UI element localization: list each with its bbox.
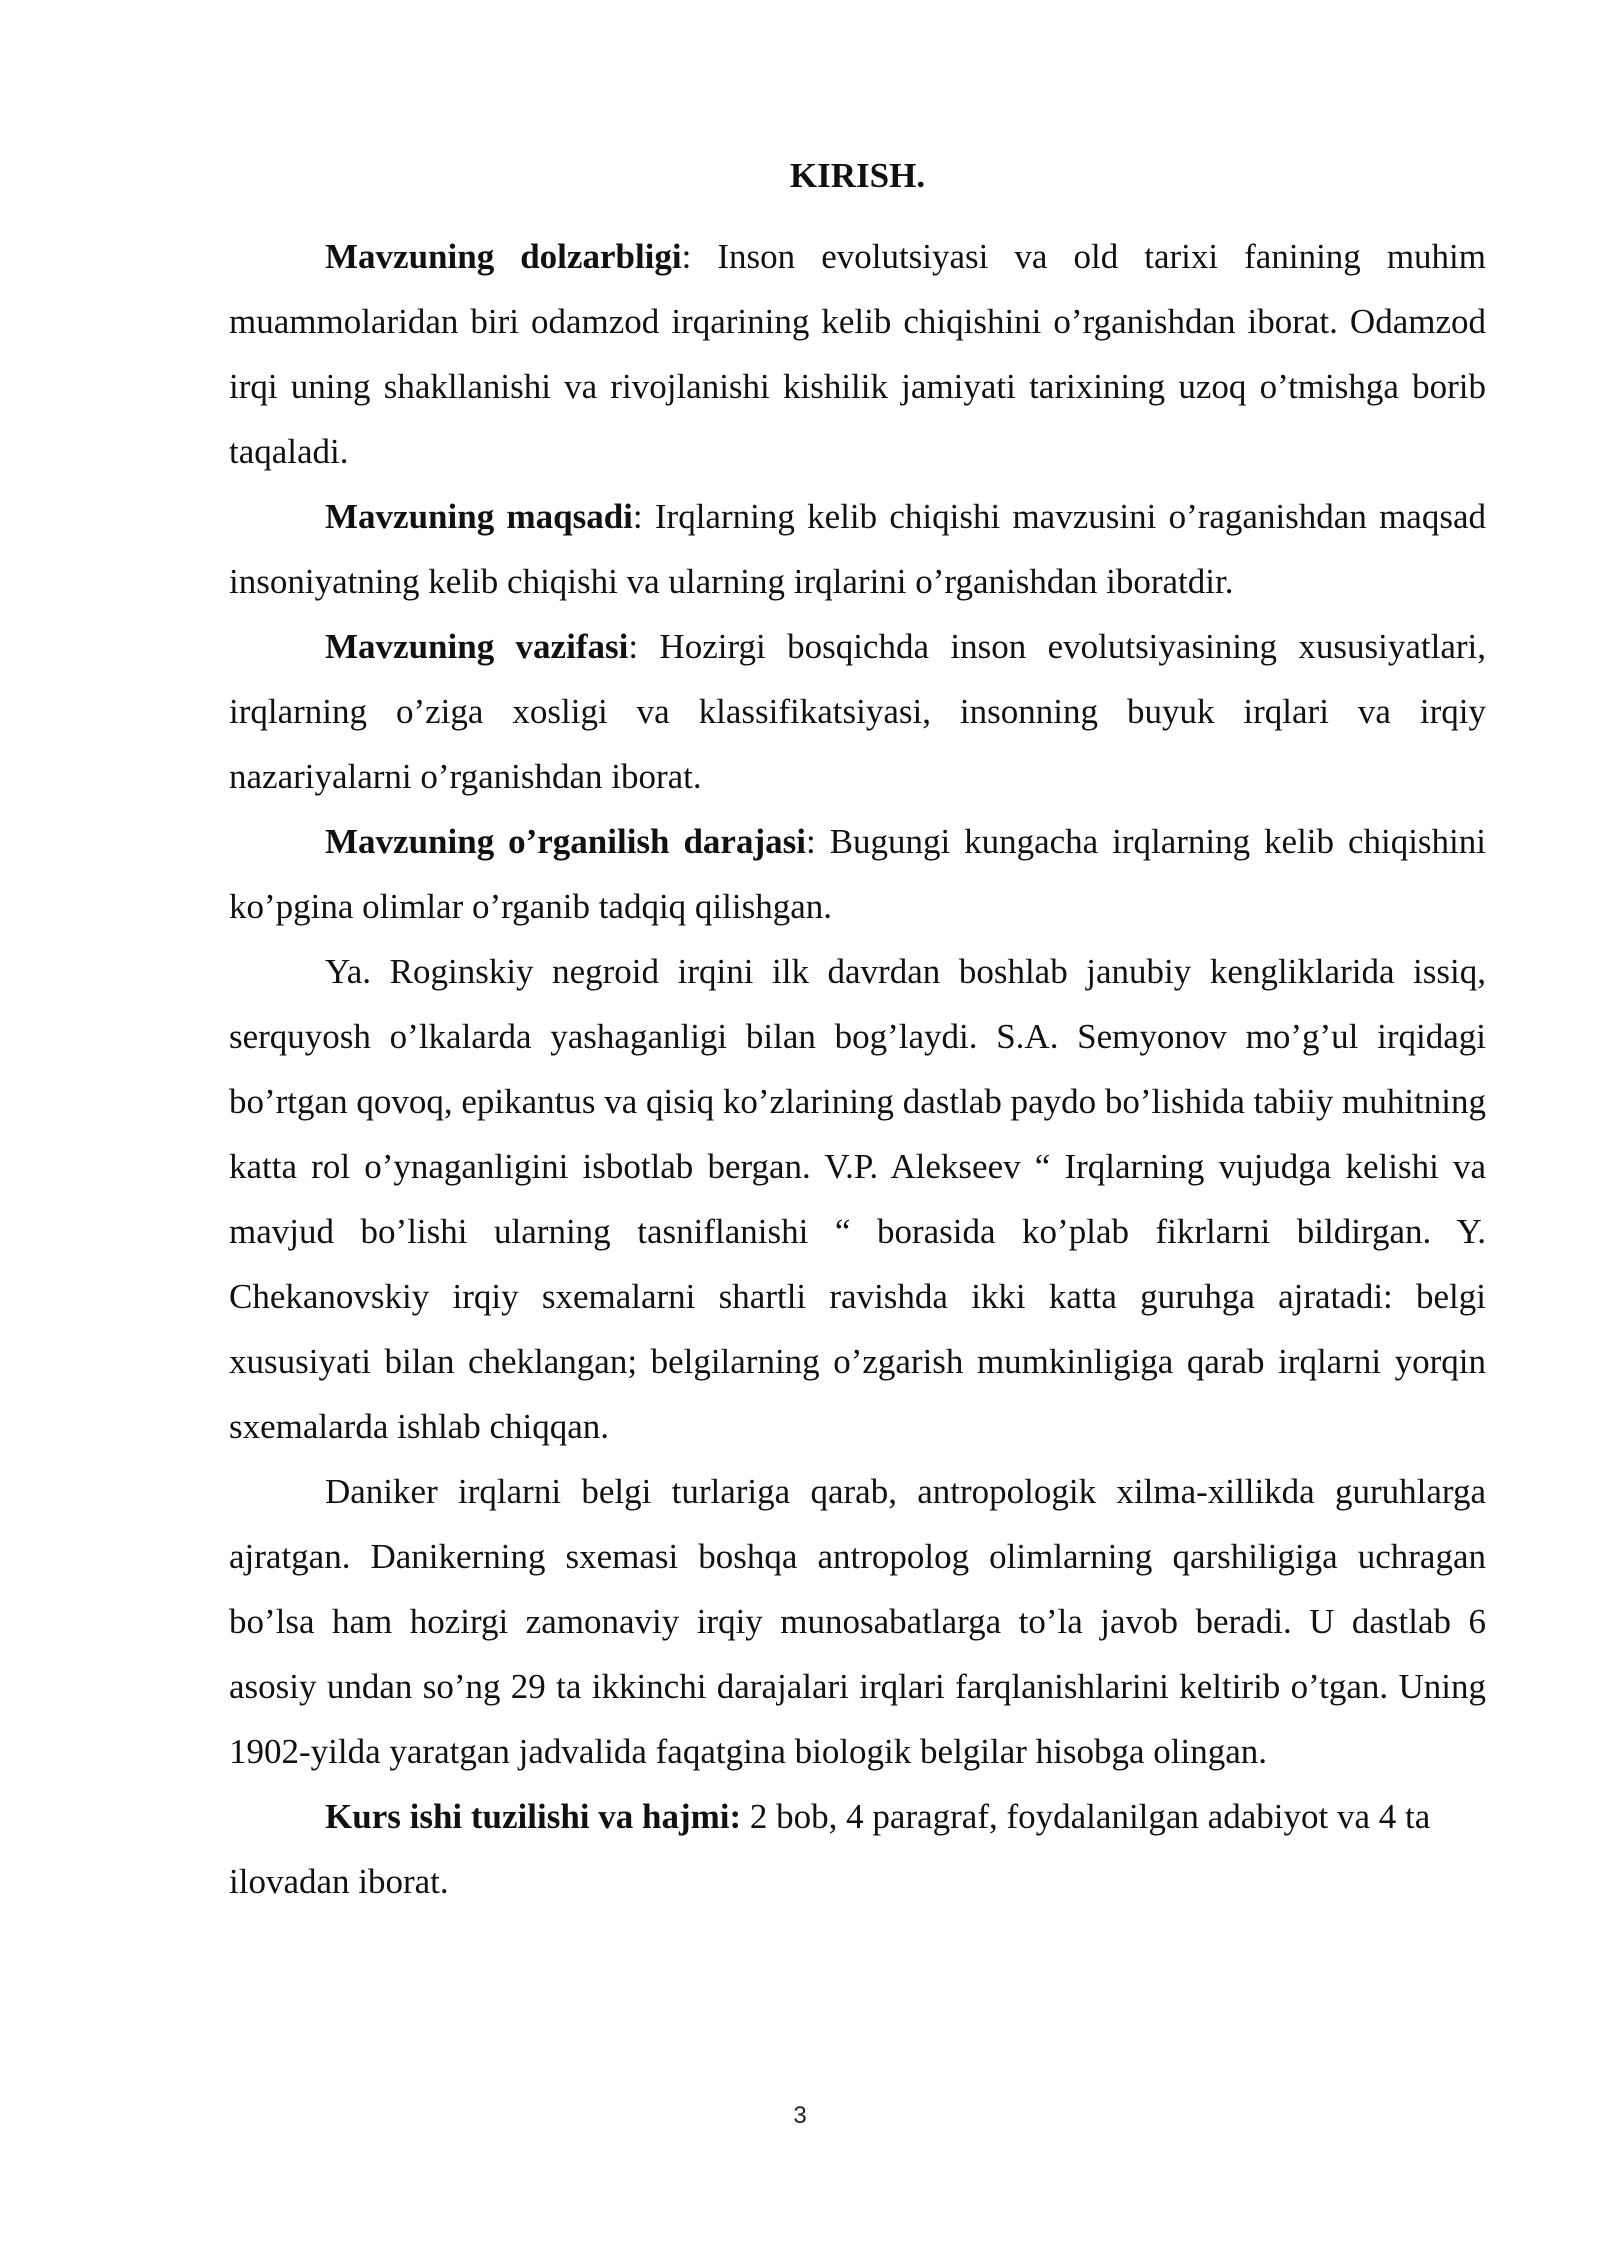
paragraph-text: Irqlarning kelib chiqishi mavzusini o’raganishdan maqsad insoniyatning kelib chiqishi va ularning irqlarini o’rganishdan iboratdir. <box>229 497 1487 601</box>
heading-separator: : <box>628 627 639 666</box>
paragraph-daniker <box>229 1459 1486 1784</box>
paragraph-text: Ya. Roginskiy negroid irqini ilk davrdan boshlab janubiy kengliklarida issiq, serquyosh o’lkalarda yashaganligi bilan bog’laydi. S.A. Semyonov mo’g’ul irqidagi bo’rtgan qovoq, epikantus va qisiq ko’zlarining dastlab paydo bo’lishida tabiiy muhitning katta rol o’ynaganligini isbotlab bergan. V.P. Alekseev “ Irqlarning vujudga kelishi va mavjud bo’lishi ularning tasniflanishi “ borasida ko’plab fikrlarni bildirgan. Y. Chekanovskiy irqiy sxemalarni shartli ravishda ikki katta guruhga ajratadi: belgi xususiyati bilan cheklangan; belgilarning o’zgarish mumkinligiga qarab irqlarni yorqin sxemalarda ishlab chiqqan. <box>229 952 1486 1446</box>
paragraph-text: Bugungi kungacha irqlarning kelib chiqishini ko’pgina olimlar o’rganib tadqiq qilishgan. <box>229 822 1486 926</box>
paragraph-heading: Kurs ishi tuzilishi va hajmi: <box>325 1797 742 1836</box>
heading-separator: : <box>805 822 816 861</box>
paragraph-heading: Mavzuning maqsadi <box>325 497 633 536</box>
paragraph-text: Daniker irqlarni belgi turlariga qarab, antropologik xilma-xillikda guruhlarga ajratgan. Danikerning sxemasi boshqa antropolog olimlarning qarshiligiga uchragan bo’lsa ham hozirgi zamonaviy irqiy munosabatlarga to’la javob beradi. U dastlab 6 asosiy undan so’ng 29 ta ikkinchi darajalari irqlari farqlanishlarini keltirib o’tgan. Uning 1902-yilda yaratgan jadvalida faqatgina biologik belgilar hisobga olingan. <box>229 1472 1486 1771</box>
paragraph-task <box>229 614 1486 809</box>
paragraph-heading: Mavzuning o’rganilish darajasi <box>325 822 806 861</box>
paragraph-heading: Mavzuning vazifasi <box>325 627 629 666</box>
paragraph-text: Hozirgi bosqichda inson evolutsiyasining xususiyatlari, irqlarning o’ziga xosligi va klassifikatsiyasi, insonning buyuk irqlari va irqiy nazariyalarni o’rganishdan iborat. <box>229 627 1486 796</box>
paragraph-scholars <box>229 939 1486 1459</box>
paragraph-text: Inson evolutsiyasi va old tarixi fanining muhim muammolaridan biri odamzod irqarining kelib chiqishini o’rganishdan iborat. Odamzod irqi uning shakllanishi va rivojlanishi kishilik jamiyati tarixining uzoq o’tmishga borib taqaladi. <box>229 237 1486 471</box>
document-body <box>229 148 1486 1914</box>
paragraph-goal <box>229 484 1486 614</box>
paragraph-heading: Mavzuning dolzarbligi <box>325 237 682 276</box>
paragraph-study-level <box>229 809 1486 939</box>
paragraph-relevance <box>229 224 1486 484</box>
paragraph-text: 2 bob, 4 paragraf, foydalanilgan adabiyot va 4 ta ilovadan iborat. <box>229 1797 1431 1901</box>
heading-separator: : <box>632 497 643 536</box>
page-number: 3 <box>793 2102 807 2129</box>
heading-separator: : <box>681 237 692 276</box>
page-title: KIRISH. <box>789 156 926 195</box>
paragraph-structure <box>229 1784 1486 1914</box>
